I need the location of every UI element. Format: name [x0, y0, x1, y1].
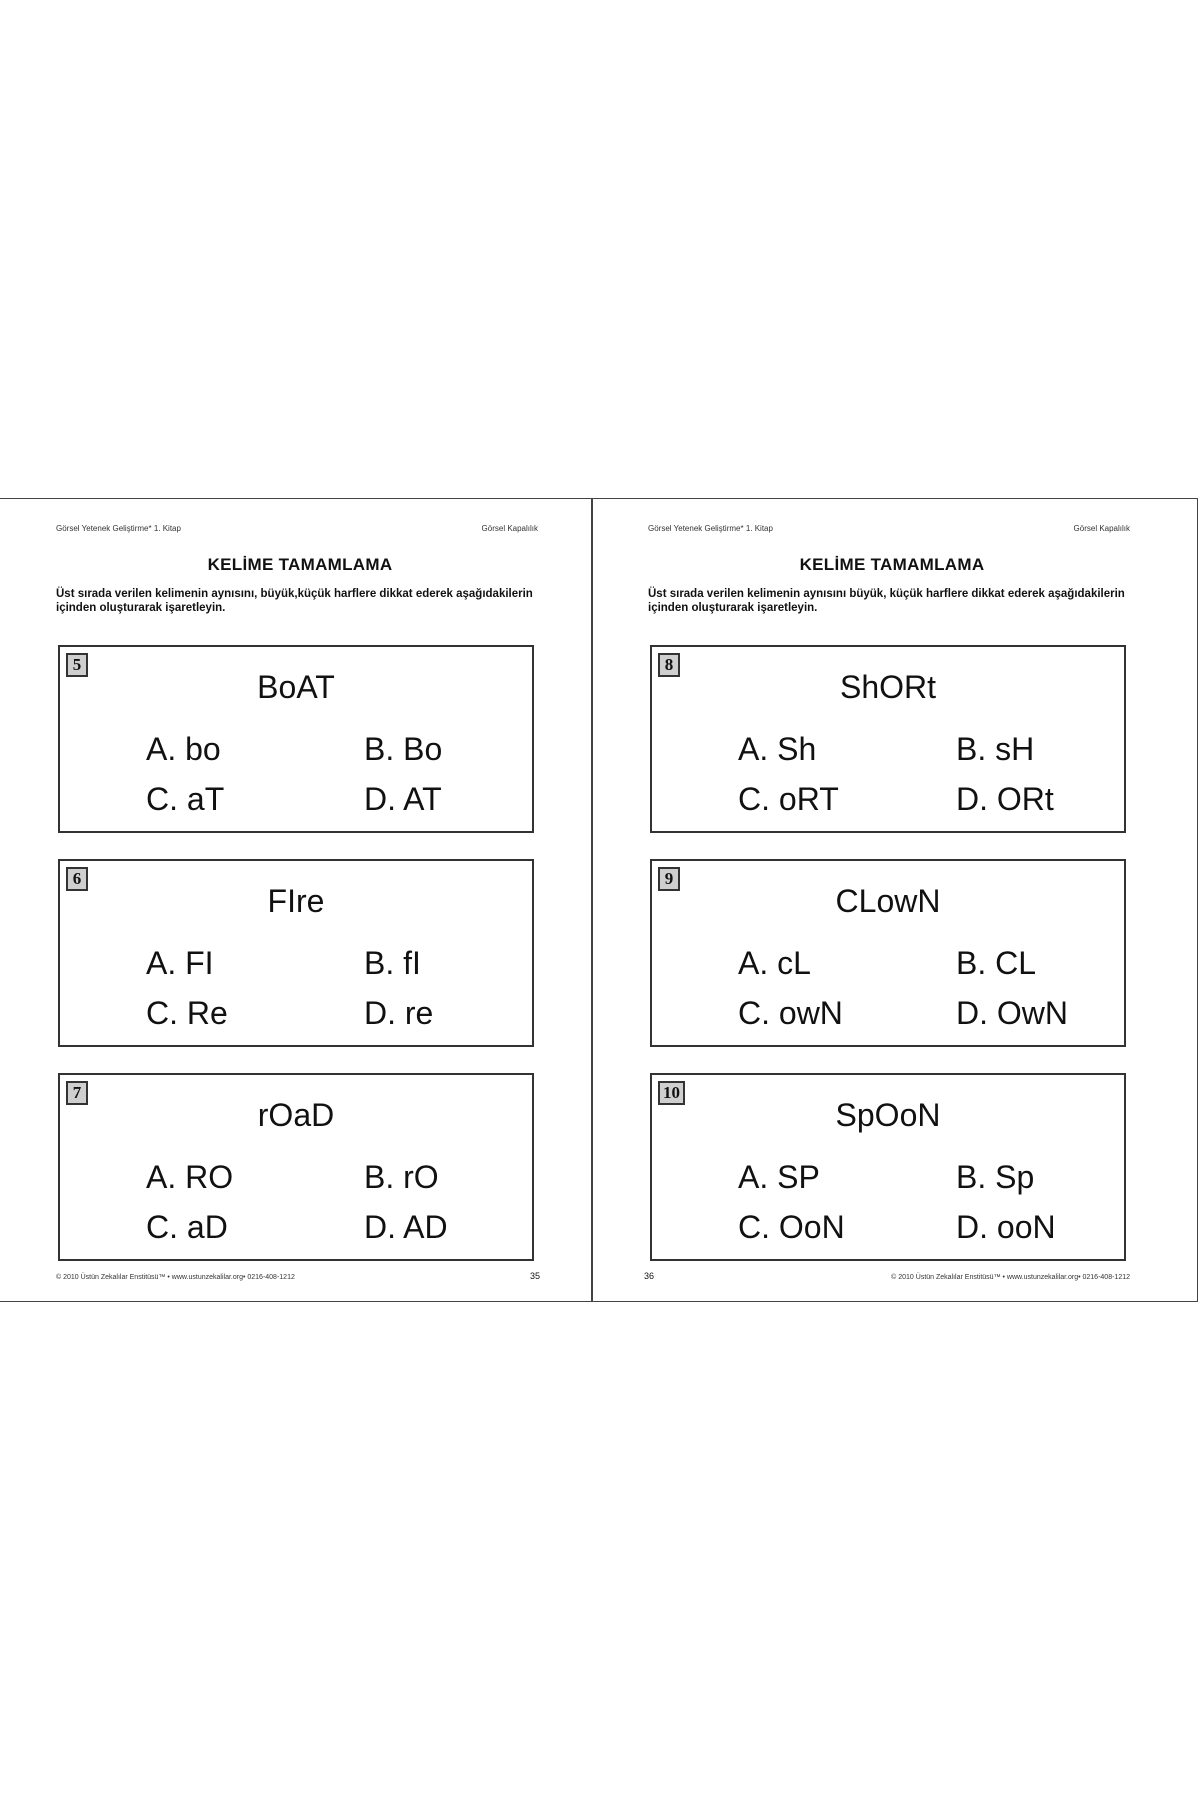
question-number: 10: [658, 1081, 685, 1105]
target-word: rOaD: [257, 1097, 335, 1133]
option-d[interactable]: D. ooN: [956, 1209, 1056, 1245]
header-section: Görsel Kapalılık: [1073, 524, 1130, 533]
question-box: [650, 1073, 1126, 1261]
option-d[interactable]: D. ORt: [956, 781, 1054, 817]
question-box: [58, 859, 534, 1047]
page-title: KELİME TAMAMLAMA: [799, 555, 985, 574]
option-a[interactable]: A. RO: [146, 1159, 234, 1195]
option-c[interactable]: C. owN: [738, 995, 843, 1031]
footer-copyright: © 2010 Üstün Zekalılar Enstitüsü™ • www.ustunzekalilar.org• 0216-408-1212: [56, 1274, 295, 1281]
question-number: 9: [658, 867, 680, 891]
option-a[interactable]: A. cL: [738, 945, 811, 981]
question-box: [650, 859, 1126, 1047]
option-a[interactable]: A. FI: [146, 945, 214, 981]
option-c[interactable]: C. aD: [146, 1209, 228, 1245]
question-box: [58, 1073, 534, 1261]
option-b[interactable]: B. Bo: [364, 731, 443, 767]
page-number: 35: [530, 1271, 541, 1281]
instructions: Üst sırada verilen kelimenin aynısını büyük, küçük harflere dikkat ederek aşağıdakilerin içinden oluşturarak işaretleyin.: [648, 588, 1125, 614]
question-box: [650, 645, 1126, 833]
option-d[interactable]: D. OwN: [956, 995, 1068, 1031]
header-book-title: Görsel Yetenek Geliştirme* 1. Kitap: [56, 524, 181, 533]
option-d[interactable]: D. re: [364, 995, 434, 1031]
question-number: 6: [66, 867, 88, 891]
right-page: [592, 499, 1182, 1301]
header-book-title: Görsel Yetenek Geliştirme* 1. Kitap: [648, 524, 773, 533]
left-page: [0, 499, 590, 1301]
option-c[interactable]: C. OoN: [738, 1209, 845, 1245]
page-title: KELİME TAMAMLAMA: [207, 555, 393, 574]
option-c[interactable]: C. oRT: [738, 781, 839, 817]
target-word: BoAT: [257, 669, 335, 705]
option-a[interactable]: A. Sh: [738, 731, 817, 767]
question-number: 5: [66, 653, 88, 677]
instructions: Üst sırada verilen kelimenin aynısını, büyük,küçük harflere dikkat ederek aşağıdakilerin içinden oluşturarak işaretleyin.: [56, 588, 533, 614]
option-b[interactable]: B. sH: [956, 731, 1035, 767]
option-b[interactable]: B. CL: [956, 945, 1037, 981]
option-a[interactable]: A. bo: [146, 731, 221, 767]
book-spread: [0, 498, 1198, 1302]
target-word: FIre: [267, 883, 325, 919]
option-c[interactable]: C. Re: [146, 995, 228, 1031]
page-number: 36: [644, 1271, 655, 1281]
question-number: 8: [658, 653, 680, 677]
footer-copyright: © 2010 Üstün Zekalılar Enstitüsü™ • www.ustunzekalilar.org• 0216-408-1212: [891, 1274, 1130, 1281]
header-section: Görsel Kapalılık: [481, 524, 538, 533]
option-a[interactable]: A. SP: [738, 1159, 820, 1195]
question-box: [58, 645, 534, 833]
target-word: SpOoN: [835, 1097, 941, 1133]
option-c[interactable]: C. aT: [146, 781, 225, 817]
option-d[interactable]: D. AT: [364, 781, 442, 817]
option-d[interactable]: D. AD: [364, 1209, 448, 1245]
option-b[interactable]: B. rO: [364, 1159, 439, 1195]
target-word: ShORt: [839, 669, 937, 705]
target-word: CLowN: [835, 883, 941, 919]
option-b[interactable]: B. Sp: [956, 1159, 1035, 1195]
option-b[interactable]: B. fI: [364, 945, 421, 981]
question-number: 7: [66, 1081, 88, 1105]
